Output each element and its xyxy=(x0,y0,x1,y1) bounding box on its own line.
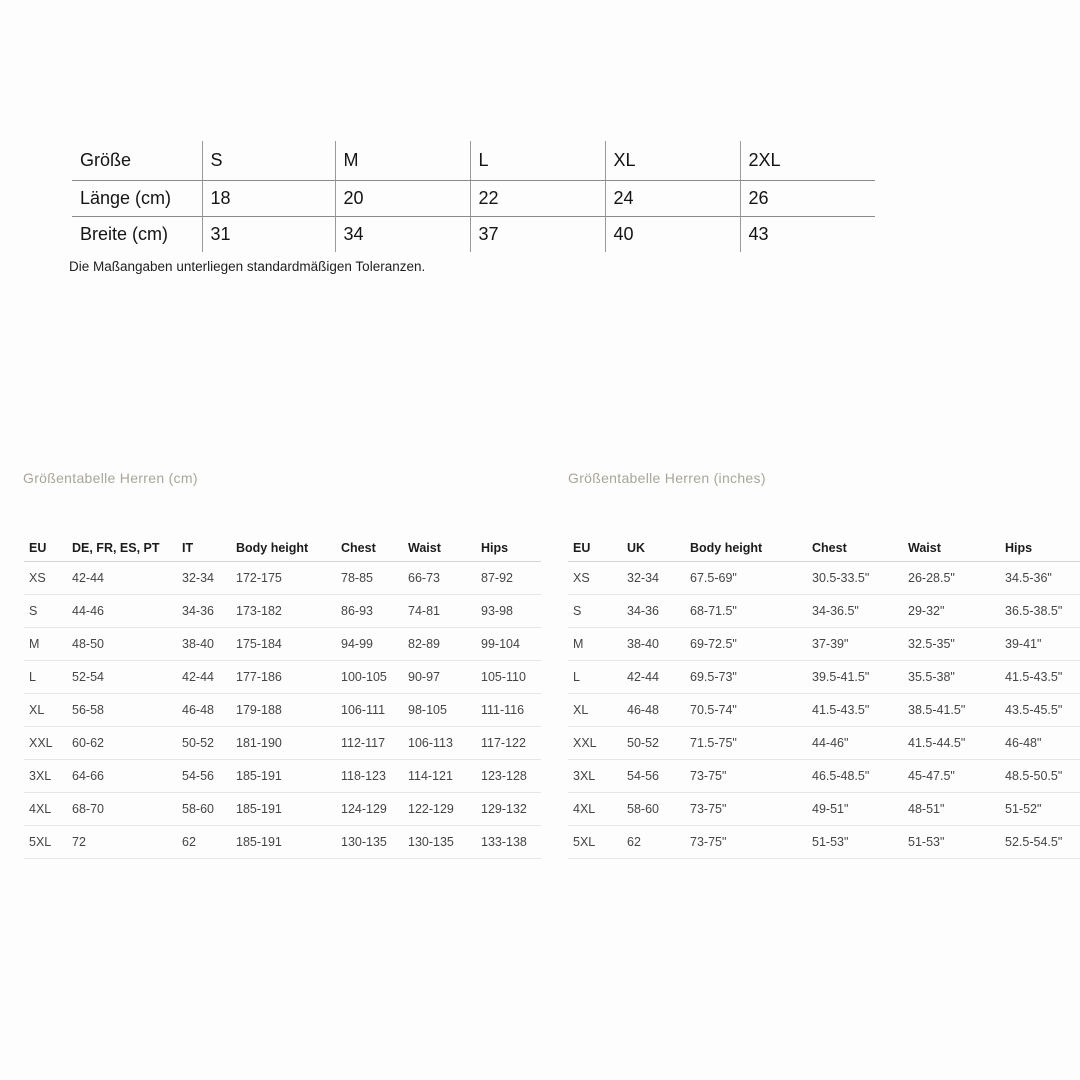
tolerance-note: Die Maßangaben unterliegen standardmäßigen Toleranzen. xyxy=(69,259,426,274)
table-cell: 111-116 xyxy=(476,694,541,727)
table-cell: 172-175 xyxy=(231,562,336,595)
table-row xyxy=(568,694,1080,727)
table-row xyxy=(24,595,541,628)
row-label-cell: XXL xyxy=(24,727,67,760)
column-header: Waist xyxy=(403,536,476,562)
table-cell: 173-182 xyxy=(231,595,336,628)
table-cell: 129-132 xyxy=(476,793,541,826)
table-cell: 39.5-41.5" xyxy=(807,661,903,694)
table-cell: M xyxy=(335,141,470,181)
table-row xyxy=(24,562,541,595)
column-header: Waist xyxy=(903,536,1000,562)
table-cell: 130-135 xyxy=(336,826,403,859)
column-header: Hips xyxy=(476,536,541,562)
table-cell: 56-58 xyxy=(67,694,177,727)
table-cell: 73-75" xyxy=(685,760,807,793)
table-cell: XL xyxy=(605,141,740,181)
table-row xyxy=(568,595,1080,628)
table-cell: 82-89 xyxy=(403,628,476,661)
column-header: DE, FR, ES, PT xyxy=(67,536,177,562)
table-cell: 34-36.5" xyxy=(807,595,903,628)
table-cell: 86-93 xyxy=(336,595,403,628)
table-cell: 62 xyxy=(622,826,685,859)
table-row xyxy=(568,793,1080,826)
table-cell: 44-46" xyxy=(807,727,903,760)
table-cell: 54-56 xyxy=(177,760,231,793)
table-cell: 40 xyxy=(605,217,740,253)
table-cell: 30.5-33.5" xyxy=(807,562,903,595)
table-cell: 26 xyxy=(740,181,875,217)
table-cell: 54-56 xyxy=(622,760,685,793)
table-row xyxy=(568,661,1080,694)
table-cell: 58-60 xyxy=(622,793,685,826)
row-label-cell: XS xyxy=(568,562,622,595)
table-cell: 51-53" xyxy=(903,826,1000,859)
table-cell: 34-36 xyxy=(622,595,685,628)
table-cell: 22 xyxy=(470,181,605,217)
table-cell: 50-52 xyxy=(622,727,685,760)
column-header: Chest xyxy=(807,536,903,562)
table-cell: 31 xyxy=(202,217,335,253)
size-table-inches-title: Größentabelle Herren (inches) xyxy=(568,470,766,486)
table-cell: 124-129 xyxy=(336,793,403,826)
table-cell: 105-110 xyxy=(476,661,541,694)
row-label-cell: L xyxy=(568,661,622,694)
table-cell: 175-184 xyxy=(231,628,336,661)
row-label-cell: 5XL xyxy=(568,826,622,859)
column-header: EU xyxy=(24,536,67,562)
table-cell: 32.5-35" xyxy=(903,628,1000,661)
table-cell: 46-48 xyxy=(177,694,231,727)
column-header: UK xyxy=(622,536,685,562)
table-cell: 70.5-74" xyxy=(685,694,807,727)
table-cell: 100-105 xyxy=(336,661,403,694)
table-cell: 99-104 xyxy=(476,628,541,661)
table-row xyxy=(24,628,541,661)
table-cell: 106-113 xyxy=(403,727,476,760)
table-cell: 69.5-73" xyxy=(685,661,807,694)
table-cell: 52-54 xyxy=(67,661,177,694)
table-row xyxy=(24,694,541,727)
table-cell: 48-51" xyxy=(903,793,1000,826)
table-cell: 106-111 xyxy=(336,694,403,727)
column-header: EU xyxy=(568,536,622,562)
table-cell: 133-138 xyxy=(476,826,541,859)
table-row xyxy=(568,826,1080,859)
table-cell: 38-40 xyxy=(177,628,231,661)
table-cell: 32-34 xyxy=(177,562,231,595)
table-cell: 68-70 xyxy=(67,793,177,826)
table-cell: 37 xyxy=(470,217,605,253)
column-header: IT xyxy=(177,536,231,562)
size-table-inches xyxy=(568,536,1080,859)
row-label-cell: Breite (cm) xyxy=(80,224,169,244)
table-cell: 74-81 xyxy=(403,595,476,628)
table-cell: 46-48 xyxy=(622,694,685,727)
table-cell: 46-48" xyxy=(1000,727,1080,760)
product-dimensions-table xyxy=(72,141,875,252)
table-row xyxy=(568,628,1080,661)
row-label-cell: XS xyxy=(24,562,67,595)
size-table-cm-title: Größentabelle Herren (cm) xyxy=(23,470,198,486)
table-row xyxy=(568,562,1080,595)
row-label-cell: M xyxy=(24,628,67,661)
table-cell: 78-85 xyxy=(336,562,403,595)
row-label-cell: XL xyxy=(24,694,67,727)
table-cell: 185-191 xyxy=(231,760,336,793)
product-dimensions-section xyxy=(72,141,875,252)
table-cell: 179-188 xyxy=(231,694,336,727)
table-row xyxy=(72,141,875,181)
table-cell: 93-98 xyxy=(476,595,541,628)
table-cell: 58-60 xyxy=(177,793,231,826)
table-cell: 37-39" xyxy=(807,628,903,661)
size-table-cm xyxy=(24,536,541,859)
column-header: Body height xyxy=(685,536,807,562)
table-row xyxy=(24,793,541,826)
table-cell: 42-44 xyxy=(622,661,685,694)
row-label-cell: Größe xyxy=(72,141,202,181)
table-cell: 130-135 xyxy=(403,826,476,859)
row-label-cell: 5XL xyxy=(24,826,67,859)
header-row xyxy=(568,536,1080,562)
table-cell: 66-73 xyxy=(403,562,476,595)
table-cell: 32-34 xyxy=(622,562,685,595)
table-cell: 36.5-38.5" xyxy=(1000,595,1080,628)
table-cell: 122-129 xyxy=(403,793,476,826)
table-row xyxy=(24,760,541,793)
table-cell: 62 xyxy=(177,826,231,859)
table-cell: 45-47.5" xyxy=(903,760,1000,793)
table-cell: 46.5-48.5" xyxy=(807,760,903,793)
table-cell: 42-44 xyxy=(67,562,177,595)
table-cell: 72 xyxy=(67,826,177,859)
table-cell: 41.5-43.5" xyxy=(807,694,903,727)
table-cell: 98-105 xyxy=(403,694,476,727)
table-cell: 38.5-41.5" xyxy=(903,694,1000,727)
table-cell: 41.5-44.5" xyxy=(903,727,1000,760)
row-label-cell: S xyxy=(568,595,622,628)
table-cell: 64-66 xyxy=(67,760,177,793)
table-cell: 94-99 xyxy=(336,628,403,661)
table-cell: 68-71.5" xyxy=(685,595,807,628)
header-row xyxy=(24,536,541,562)
table-cell: 177-186 xyxy=(231,661,336,694)
table-cell: 42-44 xyxy=(177,661,231,694)
table-cell: 34.5-36" xyxy=(1000,562,1080,595)
table-cell: 67.5-69" xyxy=(685,562,807,595)
row-label-cell: XL xyxy=(568,694,622,727)
table-row xyxy=(72,217,875,253)
table-cell: 114-121 xyxy=(403,760,476,793)
table-row xyxy=(24,727,541,760)
table-cell: 41.5-43.5" xyxy=(1000,661,1080,694)
table-cell: 24 xyxy=(605,181,740,217)
table-cell: 48-50 xyxy=(67,628,177,661)
table-row xyxy=(568,760,1080,793)
table-cell: 51-53" xyxy=(807,826,903,859)
table-cell: 43.5-45.5" xyxy=(1000,694,1080,727)
row-label-cell: 4XL xyxy=(568,793,622,826)
table-cell: L xyxy=(470,141,605,181)
table-cell: 71.5-75" xyxy=(685,727,807,760)
table-cell: 48.5-50.5" xyxy=(1000,760,1080,793)
table-cell: S xyxy=(202,141,335,181)
table-row xyxy=(568,727,1080,760)
table-cell: 87-92 xyxy=(476,562,541,595)
row-label-cell: Länge (cm) xyxy=(72,181,202,217)
table-cell: 185-191 xyxy=(231,793,336,826)
table-cell: 50-52 xyxy=(177,727,231,760)
table-cell: 34 xyxy=(335,217,470,253)
table-cell: 34-36 xyxy=(177,595,231,628)
row-label-cell: 3XL xyxy=(568,760,622,793)
row-label-cell: XXL xyxy=(568,727,622,760)
table-row xyxy=(24,826,541,859)
table-cell: 20 xyxy=(335,181,470,217)
table-cell: 26-28.5" xyxy=(903,562,1000,595)
table-cell: 185-191 xyxy=(231,826,336,859)
table-cell: 38-40 xyxy=(622,628,685,661)
row-label-cell: L xyxy=(24,661,67,694)
row-label-cell: S xyxy=(24,595,67,628)
table-row xyxy=(72,181,875,217)
table-cell: 123-128 xyxy=(476,760,541,793)
table-cell: 44-46 xyxy=(67,595,177,628)
table-cell: 51-52" xyxy=(1000,793,1080,826)
table-cell: 117-122 xyxy=(476,727,541,760)
row-label-cell: M xyxy=(568,628,622,661)
column-header: Body height xyxy=(231,536,336,562)
table-cell: 73-75" xyxy=(685,826,807,859)
table-cell: 18 xyxy=(202,181,335,217)
table-row xyxy=(24,661,541,694)
table-cell: 112-117 xyxy=(336,727,403,760)
table-cell: 43 xyxy=(740,217,875,253)
table-cell: 69-72.5" xyxy=(685,628,807,661)
table-cell: 60-62 xyxy=(67,727,177,760)
table-cell: 39-41" xyxy=(1000,628,1080,661)
table-cell: 52.5-54.5" xyxy=(1000,826,1080,859)
row-label-cell: 4XL xyxy=(24,793,67,826)
table-cell: 73-75" xyxy=(685,793,807,826)
table-cell: 2XL xyxy=(740,141,875,181)
table-cell: 90-97 xyxy=(403,661,476,694)
column-header: Hips xyxy=(1000,536,1080,562)
row-label-cell: 3XL xyxy=(24,760,67,793)
table-cell: 49-51" xyxy=(807,793,903,826)
table-cell: 118-123 xyxy=(336,760,403,793)
table-cell: 29-32" xyxy=(903,595,1000,628)
column-header: Chest xyxy=(336,536,403,562)
table-cell: 35.5-38" xyxy=(903,661,1000,694)
table-cell: 181-190 xyxy=(231,727,336,760)
